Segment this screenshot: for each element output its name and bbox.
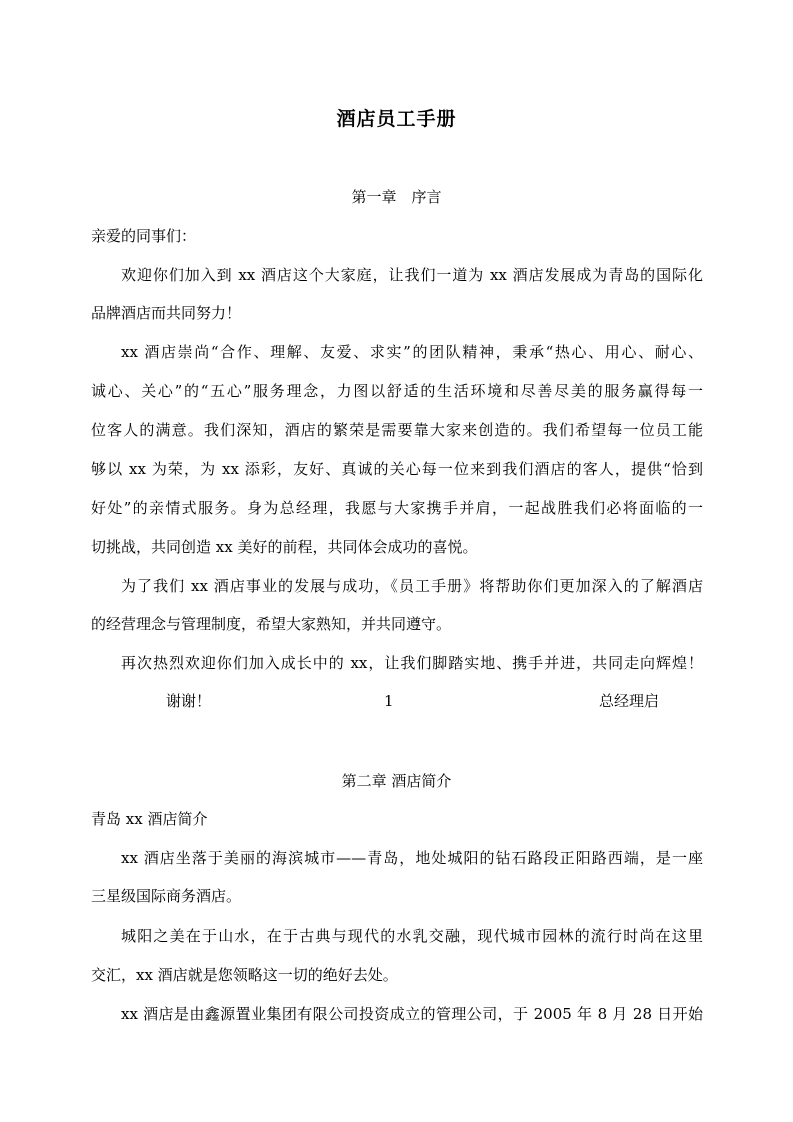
paragraph-line: 够以 xx 为荣，为 xx 添彩，友好、真诚的关心每一位来到我们酒店的客人，提供“恰到 — [91, 460, 703, 478]
subheading: 青岛 xx 酒店简介 — [91, 810, 208, 828]
paragraph-line: 好处”的亲情式服务。身为总经理，我愿与大家携手并肩，一起战胜我们必将面临的一 — [91, 499, 703, 517]
paragraph-line: 品牌酒店而共同努力！ — [91, 304, 242, 322]
signature: 总经理启 — [599, 692, 660, 710]
paragraph-line: 欢迎你们加入到 xx 酒店这个大家庭，让我们一道为 xx 酒店发展成为青岛的国际化 — [121, 266, 703, 284]
chapter-1-heading: 第一章 序言 — [351, 188, 442, 206]
thanks-text: 谢谢！ — [166, 692, 212, 710]
document-title: 酒店员工手册 — [336, 108, 457, 130]
paragraph-line: 为了我们 xx 酒店事业的发展与成功，《员工手册》将帮助你们更加深入的了解酒店 — [121, 577, 703, 595]
paragraph-line: 切挑战，共同创造 xx 美好的前程，共同体会成功的喜悦。 — [91, 538, 478, 556]
paragraph-line: 位客人的满意。我们深知，酒店的繁荣是需要靠大家来创造的。我们希望每一位员工能 — [91, 421, 703, 439]
paragraph-line: xx 酒店是由鑫源置业集团有限公司投资成立的管理公司，于 2005 年 8 月 28 日开始 — [121, 1005, 703, 1023]
paragraph-line: 三星级国际商务酒店。 — [91, 887, 242, 905]
paragraph-line: 再次热烈欢迎你们加入成长中的 xx，让我们脚踏实地、携手并进，共同走向辉煌！ — [121, 654, 703, 672]
greeting: 亲爱的同事们： — [91, 227, 197, 245]
chapter-2-heading: 第二章 酒店简介 — [341, 772, 452, 790]
page-number: 1 — [384, 692, 394, 710]
paragraph-line: 的经营理念与管理制度，希望大家熟知，并共同遵守。 — [91, 615, 452, 633]
paragraph-line: 交汇，xx 酒店就是您领略这一切的绝好去处。 — [91, 966, 398, 984]
paragraph-line: 城阳之美在于山水，在于古典与现代的水乳交融，现代城市园林的流行时尚在这里 — [121, 927, 703, 945]
paragraph-line: 诚心、关心”的“五心”服务理念，力图以舒适的生活环境和尽善尽美的服务赢得每一 — [91, 382, 703, 400]
paragraph-line: xx 酒店坐落于美丽的海滨城市——青岛，地处城阳的钻石路段正阳路西端，是一座 — [121, 849, 703, 867]
paragraph-line: xx 酒店崇尚“合作、理解、友爱、求实”的团队精神，秉承“热心、用心、耐心、 — [121, 343, 703, 361]
